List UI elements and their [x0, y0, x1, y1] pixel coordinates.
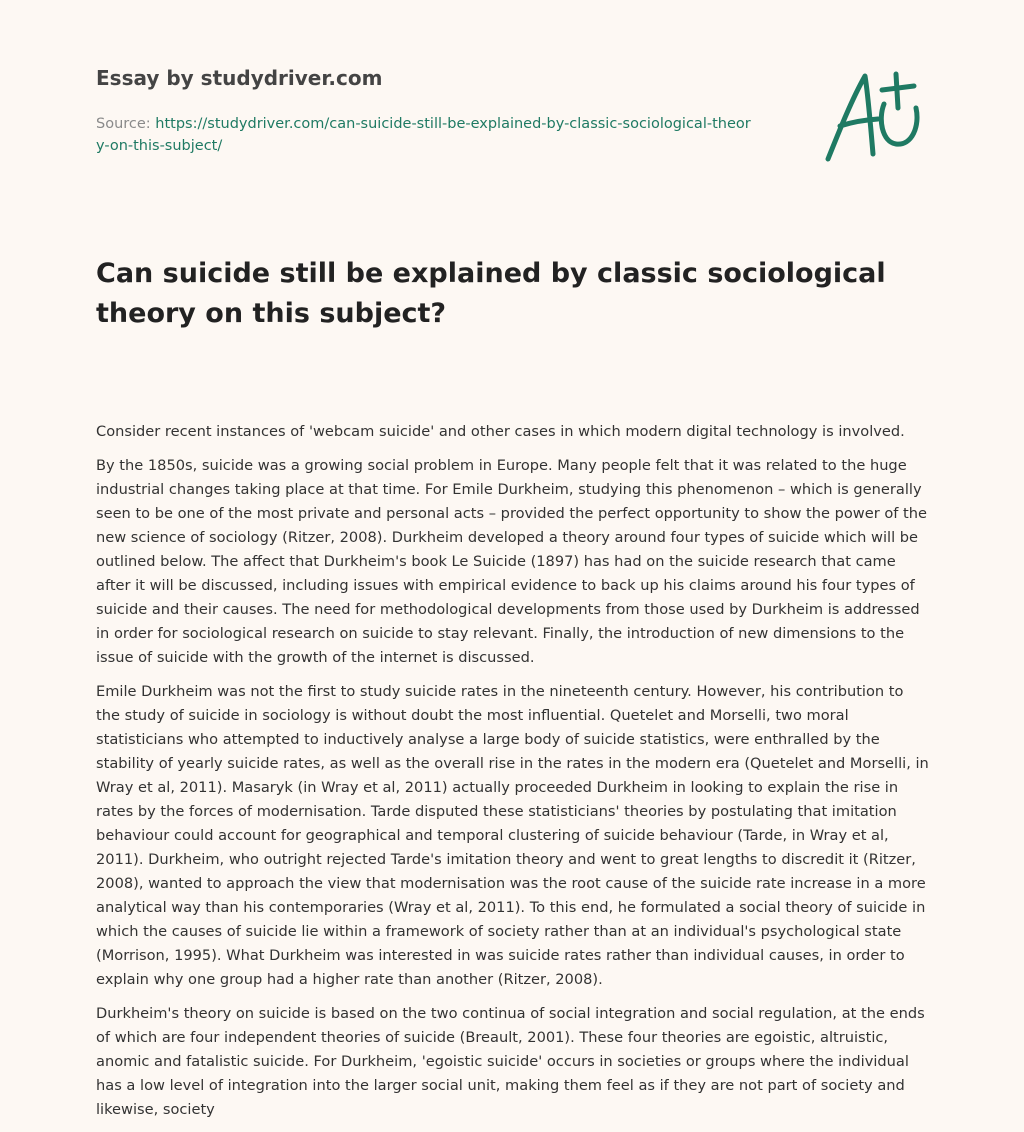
- essay-body: [96, 420, 932, 1132]
- paragraph: By the 1850s, suicide was a growing social problem in Europe. Many people felt that it was related to the huge industrial changes taking place at that time. For Emile Durkheim, studying this phenomenon – which is generally seen to be one of the most private and personal acts – provided the perfect opportunity to show the power of the new science of sociology (Ritzer, 2008). Durkheim developed a theory around four types of suicide which will be outlined below. The affect that Durkheim's book Le Suicide (1897) has had on the suicide research that came after it will be discussed, including issues with empirical evidence to back up his claims around his four types of suicide and their causes. The need for methodological developments from those used by Durkheim is addressed in order for sociological research on suicide to stay relevant. Finally, the introduction of new dimensions to the issue of suicide with the growth of the internet is discussed.: [96, 457, 928, 666]
- a-plus-logo-icon: [818, 64, 930, 168]
- page-title: Can suicide still be explained by classic sociological theory on this subject?: [96, 258, 886, 329]
- paragraph: Durkheim's theory on suicide is based on the two continua of social integration and social regulation, at the ends of which are four independent theories of suicide (Breault, 2001). These four theories are egoistic, altruistic, anomic and fatalistic suicide. For Durkheim, 'egoistic suicide' occurs in societies or groups where the individual has a low level of integration into the larger social unit, making them feel as if they are not part of society and likewise, society: [96, 1005, 925, 1118]
- source-link[interactable]: https://studydriver.com/can-suicide-still-be-explained-by-classic-sociological-theory-on-this-subject/: [96, 116, 751, 154]
- source-line: [96, 113, 756, 157]
- source-label: Source:: [96, 116, 151, 132]
- brand-title: Essay by studydriver.com: [96, 66, 383, 90]
- header: [96, 64, 796, 157]
- paragraph: Consider recent instances of 'webcam suicide' and other cases in which modern digital technology is involved.: [96, 423, 905, 440]
- paragraph: Emile Durkheim was not the first to study suicide rates in the nineteenth century. However, his contribution to the study of suicide in sociology is without doubt the most influential. Quetelet and Morselli, two moral statisticians who attempted to inductively analyse a large body of suicide statistics, were enthralled by the stability of yearly suicide rates, as well as the overall rise in the rates in the modern era (Quetelet and Morselli, in Wray et al, 2011). Masaryk (in Wray et al, 2011) actually proceeded Durkheim in looking to explain the rise in rates by the forces of modernisation. Tarde disputed these statisticians' theories by postulating that imitation behaviour could account for geographical and temporal clustering of suicide behaviour (Tarde, in Wray et al, 2011). Durkheim, who outright rejected Tarde's imitation theory and went to great lengths to discredit it (Ritzer, 2008), wanted to approach the view that modernisation was the root cause of the suicide rate increase in a more analytical way than his contemporaries (Wray et al, 2011). To this end, he formulated a social theory of suicide in which the causes of suicide lie within a framework of society rather than at an individual's psychological state (Morrison, 1995). What Durkheim was interested in was suicide rates rather than individual causes, in order to explain why one group had a higher rate than another (Ritzer, 2008).: [96, 683, 929, 988]
